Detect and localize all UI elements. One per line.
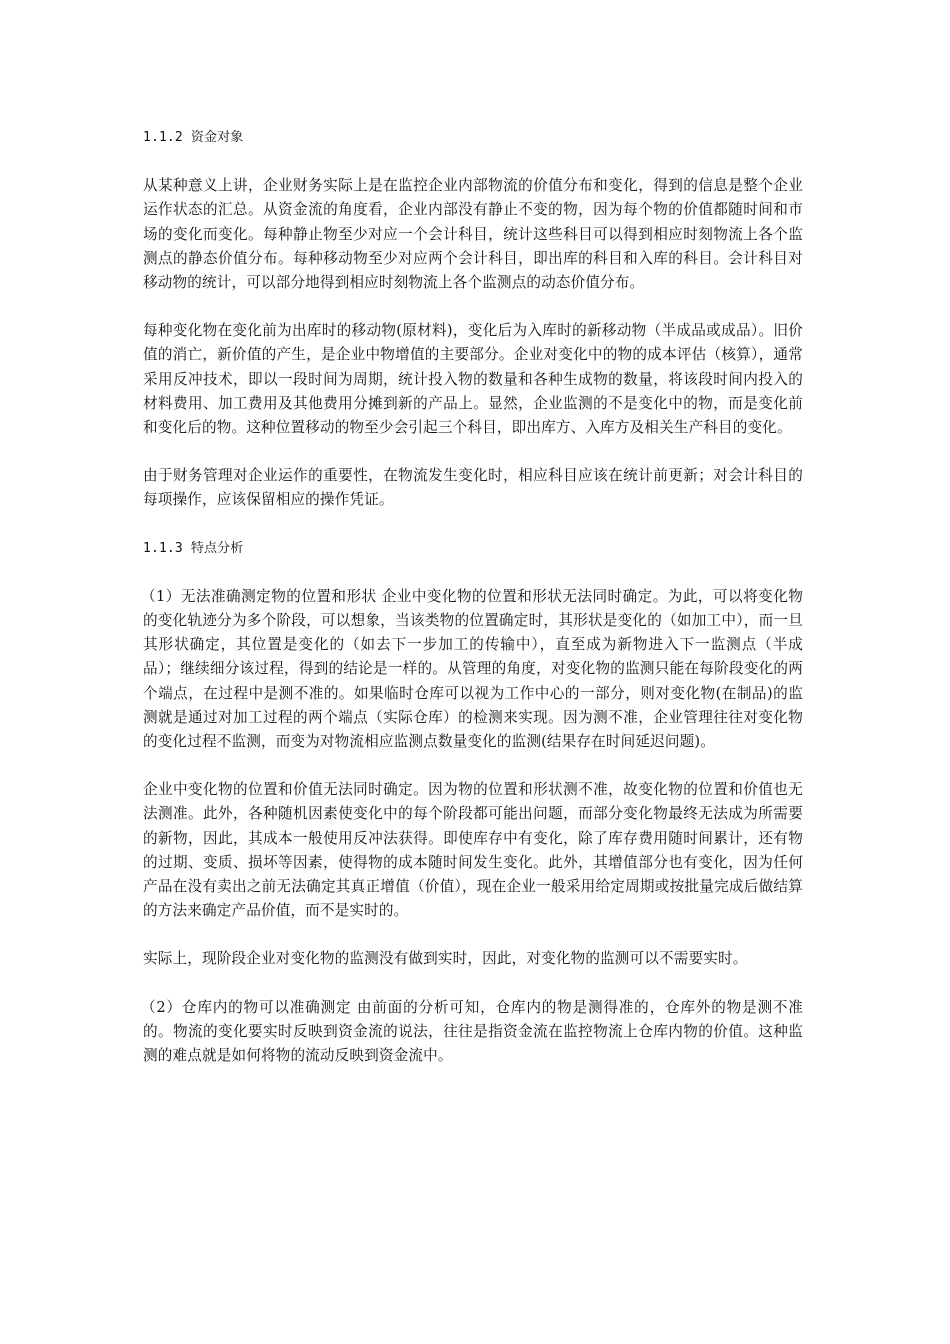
paragraph-real-time-monitoring: 实际上，现阶段企业对变化物的监测没有做到实时，因此，对变化物的监测可以不需要实时。 — [143, 950, 748, 968]
paragraph-changing-objects: 每种变化物在变化前为出库时的移动物(原材料)，变化后为入库时的新移动物（半成品或成品）。旧价值的消亡，新价值的产生，是企业中物增值的主要部分。企业对变化中的物的成本评估（核算），通常采用反冲技术，即以一段时间为周期，统计投入物的数量和各种生成物的数量，将该段时间内投入的材料费用、加工费用及其他费用分摊到新的产品上。显然，企业监测的不是变化中的物，而是变化前和变化后的物。这种位置移动的物至少会引起三个科目，即出库方、入库方及相关生产科目的变化。 — [143, 322, 803, 437]
document-page — [143, 126, 803, 1092]
paragraph-funds-object-overview: 从某种意义上讲，企业财务实际上是在监控企业内部物流的价值分布和变化，得到的信息是整个企业运作状态的汇总。从资金流的角度看，企业内部没有静止不变的物，因为每个物的价值都随时间和市场的变化而变化。每种静止物至少对应一个会计科目，统计这些科目可以得到相应时刻物流上各个监测点的静态价值分布。每种移动物至少对应两个会计科目，即出库的科目和入库的科目。会计科目对移动物的统计，可以部分地得到相应时刻物流上各个监测点的动态价值分布。 — [143, 177, 803, 292]
section-heading-1-1-3: 1.1.3 特点分析 — [143, 540, 244, 556]
paragraph-point-2-warehouse: （2）仓库内的物可以准确测定 由前面的分析可知，仓库内的物是测得准的，仓库外的物是测不准的。物流的变化要实时反映到资金流的说法，往往是指资金流在监控物流上仓库内物的价值。这种监测的难点就是如何将物的流动反映到资金流中。 — [141, 998, 803, 1065]
section-heading-1-1-2: 1.1.2 资金对象 — [143, 130, 244, 145]
paragraph-financial-management: 由于财务管理对企业运作的重要性，在物流发生变化时，相应科目应该在统计前更新；对会计科目的每项操作，应该保留相应的操作凭证。 — [143, 467, 803, 509]
paragraph-point-1-position-shape: （1）无法准确测定物的位置和形状 企业中变化物的位置和形状无法同时确定。为此，可以将变化物的变化轨迹分为多个阶段，可以想象，当该类物的位置确定时，其形状是变化的（如加工中），而一旦其形状确定，其位置是变化的（如去下一步加工的传输中），直至成为新物进入下一监测点（半成品）；继续细分该过程，得到的结论是一样的。从管理的角度，对变化物的监测只能在每阶段变化的两个端点，在过程中是测不准的。如果临时仓库可以视为工作中心的一部分，则对变化物(在制品)的监测就是通过对加工过程的两个端点（实际仓库）的检测来实现。因为测不准，企业管理往往对变化物的变化过程不监测，而变为对物流相应监测点数量变化的监测(结果存在时间延迟问题)。 — [141, 587, 803, 751]
paragraph-position-value: 企业中变化物的位置和价值无法同时确定。因为物的位置和形状测不准，故变化物的位置和价值也无法测准。此外，各种随机因素使变化中的每个阶段都可能出问题，而部分变化物最终无法成为所需要的新物，因此，其成本一般使用反冲法获得。即使库存中有变化，除了库存费用随时间累计，还有物的过期、变质、损坏等因素，使得物的成本随时间发生变化。此外，其增值部分也有变化，因为任何产品在没有卖出之前无法确定其真正增值（价值），现在企业一般采用给定周期或按批量完成后做结算的方法来确定产品价值，而不是实时的。 — [143, 781, 803, 920]
